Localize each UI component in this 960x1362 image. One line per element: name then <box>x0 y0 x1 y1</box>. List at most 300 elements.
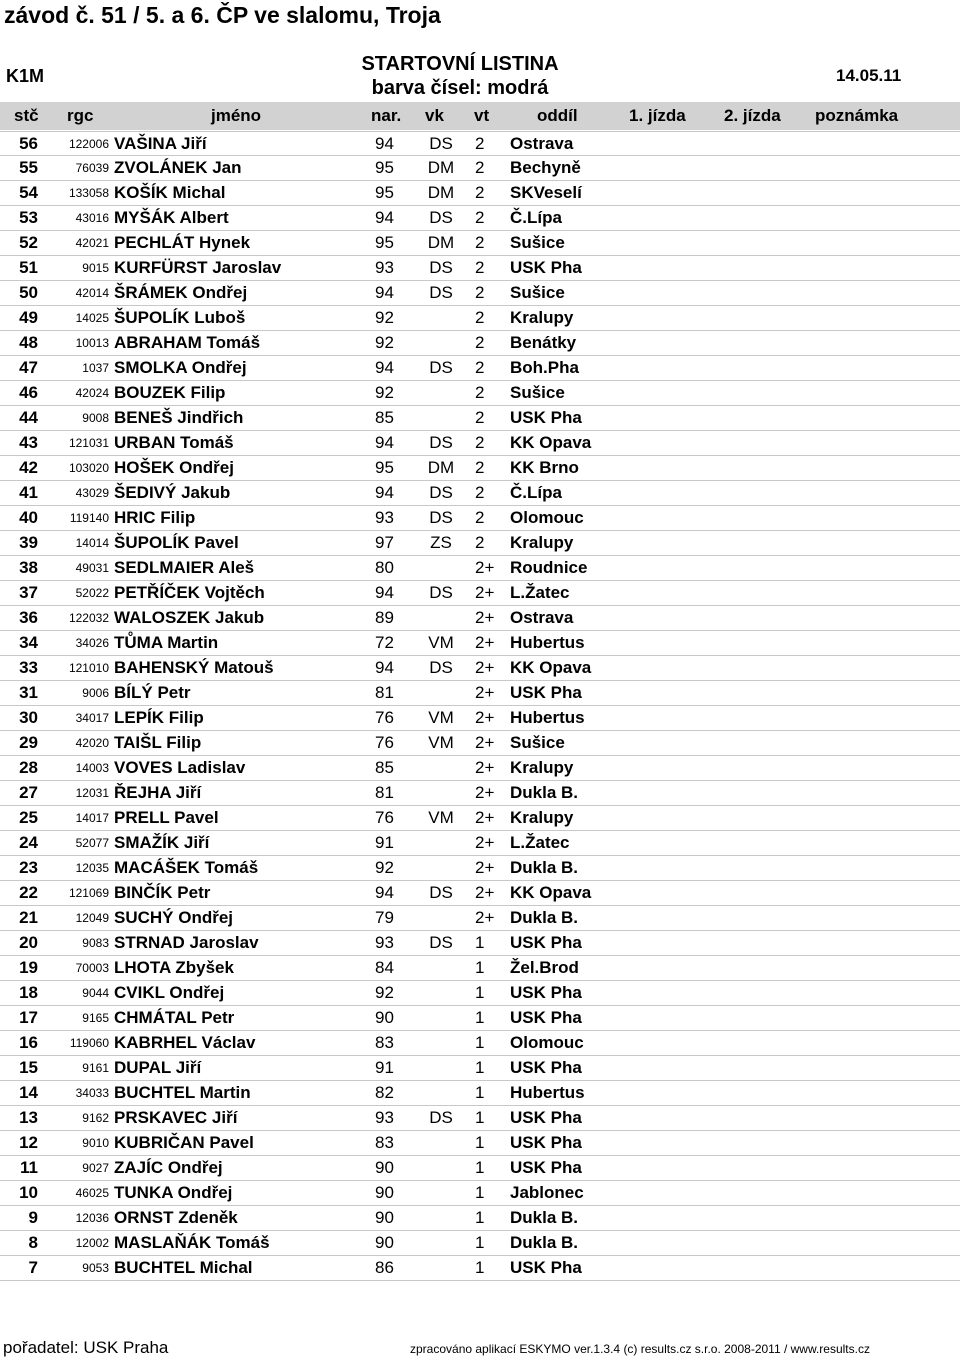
table-row <box>0 531 960 556</box>
club-name: Hubertus <box>510 633 585 652</box>
table-row <box>0 131 960 156</box>
column-header-run2: 2. jízda <box>724 106 781 125</box>
club-name: Benátky <box>510 333 577 352</box>
performance-class: 2 <box>475 258 485 277</box>
start-number: 23 <box>19 858 38 877</box>
table-row <box>0 356 960 381</box>
competitor-name: BINČÍK Petr <box>114 883 211 902</box>
performance-class: 1 <box>475 1083 485 1102</box>
competitor-name: TUNKA Ondřej <box>114 1183 233 1202</box>
competitor-name: ŘEJHA Jiří <box>114 783 202 802</box>
start-number: 41 <box>19 483 38 502</box>
sheet-subtitle: barva čísel: modrá <box>371 77 549 99</box>
table-row <box>0 181 960 206</box>
performance-class: 2+ <box>475 883 495 902</box>
start-number: 50 <box>19 283 38 302</box>
club-name: Bechyně <box>510 158 581 177</box>
start-number: 20 <box>19 933 38 952</box>
footer-organizer: pořadatel: USK Praha <box>3 1338 169 1357</box>
table-row <box>0 1031 960 1056</box>
club-name: SKVeselí <box>510 183 582 202</box>
performance-class: 2 <box>475 533 485 552</box>
table-row <box>0 956 960 981</box>
column-header-club: oddíl <box>537 106 578 125</box>
age-category: DS <box>429 433 453 452</box>
birth-year: 94 <box>375 134 394 153</box>
competitor-name: ŠRÁMEK Ondřej <box>114 283 248 302</box>
table-row <box>0 206 960 231</box>
start-number: 21 <box>19 908 38 927</box>
competitor-name: KURFÜRST Jaroslav <box>114 258 282 277</box>
registration-number: 42024 <box>75 386 109 400</box>
competitor-name: MASLAŇÁK Tomáš <box>114 1233 270 1252</box>
birth-year: 94 <box>375 583 394 602</box>
registration-number: 14003 <box>75 761 109 775</box>
table-row <box>0 306 960 331</box>
age-category: VM <box>428 708 454 727</box>
table-row <box>0 231 960 256</box>
club-name: Jablonec <box>510 1183 584 1202</box>
club-name: USK Pha <box>510 408 582 427</box>
competitor-name: ORNST Zdeněk <box>114 1208 238 1227</box>
competitor-name: DUPAL Jiří <box>114 1058 202 1077</box>
table-row <box>0 1106 960 1131</box>
registration-number: 9044 <box>82 986 109 1000</box>
competitor-name: ŠUPOLÍK Pavel <box>114 533 239 552</box>
table-row <box>0 406 960 431</box>
competitor-name: CHMÁTAL Petr <box>114 1008 235 1027</box>
table-row <box>0 481 960 506</box>
table-row <box>0 431 960 456</box>
competitor-name: KABRHEL Václav <box>114 1033 256 1052</box>
start-number: 11 <box>20 1158 38 1177</box>
club-name: Sušice <box>510 233 565 252</box>
birth-year: 82 <box>375 1083 394 1102</box>
competitor-name: PRELL Pavel <box>114 808 219 827</box>
table-row <box>0 281 960 306</box>
birth-year: 94 <box>375 208 394 227</box>
registration-number: 49031 <box>75 561 109 575</box>
performance-class: 1 <box>475 1158 485 1177</box>
competitor-name: MYŠÁK Albert <box>114 208 229 227</box>
table-row <box>0 806 960 831</box>
registration-number: 42014 <box>75 286 109 300</box>
club-name: Sušice <box>510 383 565 402</box>
competitor-name: ZAJÍC Ondřej <box>114 1158 223 1177</box>
table-row <box>0 381 960 406</box>
column-header-stc: stč <box>14 106 39 125</box>
start-number: 46 <box>19 383 38 402</box>
start-number: 53 <box>19 208 38 227</box>
start-list-table <box>0 131 960 1281</box>
registration-number: 121069 <box>68 886 109 900</box>
age-category: DS <box>429 134 453 153</box>
start-number: 13 <box>19 1108 38 1127</box>
sheet-title: STARTOVNÍ LISTINA <box>361 53 559 75</box>
performance-class: 2 <box>475 308 485 327</box>
registration-number: 9083 <box>82 936 109 950</box>
birth-year: 92 <box>375 983 394 1002</box>
competitor-name: BAHENSKÝ Matouš <box>114 658 274 677</box>
performance-class: 2+ <box>475 908 495 927</box>
age-category: DS <box>429 258 453 277</box>
column-header-rgc: rgc <box>67 106 94 125</box>
age-category: DS <box>429 883 453 902</box>
birth-year: 90 <box>375 1008 394 1027</box>
table-row <box>0 1231 960 1256</box>
performance-class: 1 <box>475 933 485 952</box>
birth-year: 93 <box>375 933 394 952</box>
registration-number: 9053 <box>82 1261 109 1275</box>
column-header-bar <box>0 102 960 130</box>
age-category: VM <box>428 733 454 752</box>
performance-class: 2+ <box>475 608 495 627</box>
club-name: L.Žatec <box>510 583 570 602</box>
performance-class: 2+ <box>475 658 495 677</box>
competitor-name: ŠEDIVÝ Jakub <box>114 483 231 502</box>
registration-number: 121010 <box>68 661 109 675</box>
start-number: 33 <box>19 658 38 677</box>
club-name: Dukla B. <box>510 1208 579 1227</box>
performance-class: 1 <box>475 1183 485 1202</box>
club-name: Olomouc <box>510 1033 584 1052</box>
registration-number: 9015 <box>82 261 109 275</box>
start-number: 28 <box>19 758 38 777</box>
table-row <box>0 656 960 681</box>
start-number: 40 <box>19 508 38 527</box>
club-name: Kralupy <box>510 308 574 327</box>
performance-class: 1 <box>475 1133 485 1152</box>
column-header-vk: vk <box>425 106 444 125</box>
club-name: USK Pha <box>510 683 582 702</box>
table-row <box>0 156 960 181</box>
registration-number: 9161 <box>82 1061 109 1075</box>
competitor-name: ZVOLÁNEK Jan <box>114 158 242 177</box>
performance-class: 2 <box>475 283 485 302</box>
registration-number: 9010 <box>82 1136 109 1150</box>
age-category: DS <box>429 358 453 377</box>
birth-year: 76 <box>375 708 394 727</box>
table-row <box>0 1206 960 1231</box>
competitor-name: SMAŽÍK Jiří <box>114 833 210 852</box>
age-category: DS <box>429 583 453 602</box>
registration-number: 42020 <box>75 736 109 750</box>
competitor-name: WALOSZEK Jakub <box>114 608 265 627</box>
registration-number: 52077 <box>75 836 109 850</box>
competitor-name: PRSKAVEC Jiří <box>114 1108 238 1127</box>
table-row <box>0 681 960 706</box>
start-number: 30 <box>19 708 38 727</box>
competitor-name: TŮMA Martin <box>114 633 219 652</box>
registration-number: 9165 <box>82 1011 109 1025</box>
registration-number: 52022 <box>75 586 109 600</box>
birth-year: 93 <box>375 508 394 527</box>
table-row <box>0 706 960 731</box>
club-name: Sušice <box>510 733 565 752</box>
birth-year: 81 <box>375 683 394 702</box>
birth-year: 84 <box>375 958 394 977</box>
start-number: 39 <box>19 533 38 552</box>
age-category: DS <box>429 1108 453 1127</box>
performance-class: 2+ <box>475 733 495 752</box>
date-label: 14.05.11 <box>836 66 902 85</box>
registration-number: 14014 <box>75 536 109 550</box>
club-name: Č.Lípa <box>510 483 562 502</box>
performance-class: 2 <box>475 483 485 502</box>
category-label: K1M <box>6 66 45 86</box>
registration-number: 12049 <box>75 911 109 925</box>
registration-number: 119060 <box>69 1036 109 1050</box>
table-row <box>0 1156 960 1181</box>
performance-class: 2+ <box>475 783 495 802</box>
age-category: DS <box>429 933 453 952</box>
birth-year: 95 <box>375 233 394 252</box>
club-name: Sušice <box>510 283 565 302</box>
competitor-name: BUCHTEL Martin <box>114 1083 251 1102</box>
competitor-name: BUCHTEL Michal <box>114 1258 253 1277</box>
performance-class: 2+ <box>475 708 495 727</box>
club-name: USK Pha <box>510 1133 582 1152</box>
birth-year: 95 <box>375 158 394 177</box>
performance-class: 2+ <box>475 833 495 852</box>
competitor-name: BENEŠ Jindřich <box>114 408 244 427</box>
start-number: 10 <box>19 1183 38 1202</box>
start-number: 31 <box>19 683 38 702</box>
birth-year: 85 <box>375 758 394 777</box>
table-row <box>0 881 960 906</box>
competitor-name: LHOTA Zbyšek <box>114 958 234 977</box>
performance-class: 2 <box>475 408 485 427</box>
start-number: 14 <box>19 1083 38 1102</box>
performance-class: 2 <box>475 208 485 227</box>
birth-year: 94 <box>375 483 394 502</box>
birth-year: 92 <box>375 308 394 327</box>
registration-number: 9027 <box>82 1161 109 1175</box>
registration-number: 122032 <box>68 611 109 625</box>
birth-year: 85 <box>375 408 394 427</box>
club-name: USK Pha <box>510 1058 582 1077</box>
start-number: 19 <box>19 958 38 977</box>
registration-number: 14025 <box>75 311 109 325</box>
club-name: USK Pha <box>510 1158 582 1177</box>
competitor-name: URBAN Tomáš <box>114 433 234 452</box>
club-name: Dukla B. <box>510 1233 579 1252</box>
club-name: Č.Lípa <box>510 208 562 227</box>
birth-year: 83 <box>375 1133 394 1152</box>
table-row <box>0 456 960 481</box>
start-number: 7 <box>28 1258 38 1277</box>
competitor-name: SMOLKA Ondřej <box>114 358 247 377</box>
performance-class: 2 <box>475 183 485 202</box>
performance-class: 2 <box>475 134 485 153</box>
table-row <box>0 1256 960 1281</box>
birth-year: 76 <box>375 808 394 827</box>
competitor-name: CVIKL Ondřej <box>114 983 225 1002</box>
club-name: Roudnice <box>510 558 588 577</box>
start-number: 27 <box>19 783 38 802</box>
birth-year: 94 <box>375 358 394 377</box>
start-number: 29 <box>19 733 38 752</box>
club-name: Hubertus <box>510 708 585 727</box>
registration-number: 119140 <box>69 511 109 525</box>
birth-year: 92 <box>375 333 394 352</box>
table-row <box>0 581 960 606</box>
registration-number: 10013 <box>75 336 109 350</box>
table-row <box>0 1006 960 1031</box>
performance-class: 2+ <box>475 583 495 602</box>
performance-class: 1 <box>475 1108 485 1127</box>
start-number: 43 <box>19 433 38 452</box>
table-row <box>0 606 960 631</box>
performance-class: 1 <box>475 958 485 977</box>
table-row <box>0 556 960 581</box>
club-name: Kralupy <box>510 758 574 777</box>
competitor-name: PECHLÁT Hynek <box>114 233 251 252</box>
age-category: DS <box>429 658 453 677</box>
age-category: DM <box>427 233 455 252</box>
performance-class: 1 <box>475 1233 485 1252</box>
race-title: závod č. 51 / 5. a 6. ČP ve slalomu, Troja <box>4 2 441 28</box>
registration-number: 42021 <box>75 236 109 250</box>
column-header-run1: 1. jízda <box>629 106 686 125</box>
competitor-name: PETŘÍČEK Vojtěch <box>114 583 265 602</box>
performance-class: 1 <box>475 1008 485 1027</box>
competitor-name: HRIC Filip <box>114 508 196 527</box>
registration-number: 34026 <box>75 636 109 650</box>
start-number: 49 <box>19 308 38 327</box>
registration-number: 9006 <box>82 686 109 700</box>
birth-year: 76 <box>375 733 394 752</box>
competitor-name: LEPÍK Filip <box>114 708 204 727</box>
start-number: 34 <box>19 633 38 652</box>
table-row <box>0 1181 960 1206</box>
club-name: KK Brno <box>510 458 579 477</box>
competitor-name: SEDLMAIER Aleš <box>114 558 255 577</box>
club-name: USK Pha <box>510 983 582 1002</box>
start-number: 12 <box>19 1133 38 1152</box>
start-number: 36 <box>19 608 38 627</box>
table-row <box>0 506 960 531</box>
birth-year: 90 <box>375 1233 394 1252</box>
birth-year: 90 <box>375 1208 394 1227</box>
competitor-name: TAIŠL Filip <box>114 733 202 752</box>
age-category: DS <box>429 508 453 527</box>
performance-class: 2 <box>475 458 485 477</box>
birth-year: 91 <box>375 833 394 852</box>
birth-year: 81 <box>375 783 394 802</box>
competitor-name: KUBRIČAN Pavel <box>114 1133 254 1152</box>
start-number: 15 <box>19 1058 38 1077</box>
birth-year: 95 <box>375 458 394 477</box>
start-number: 16 <box>19 1033 38 1052</box>
birth-year: 95 <box>375 183 394 202</box>
performance-class: 1 <box>475 983 485 1002</box>
club-name: Hubertus <box>510 1083 585 1102</box>
start-number: 17 <box>19 1008 38 1027</box>
age-category: DS <box>429 208 453 227</box>
registration-number: 12035 <box>75 861 109 875</box>
registration-number: 121031 <box>68 436 109 450</box>
club-name: Žel.Brod <box>510 958 579 977</box>
performance-class: 1 <box>475 1058 485 1077</box>
column-header-nar: nar. <box>371 106 402 125</box>
club-name: Dukla B. <box>510 908 579 927</box>
club-name: Dukla B. <box>510 858 579 877</box>
column-header-vt: vt <box>474 106 490 125</box>
club-name: Kralupy <box>510 808 574 827</box>
registration-number: 9008 <box>82 411 109 425</box>
registration-number: 43029 <box>75 486 109 500</box>
table-row <box>0 1056 960 1081</box>
start-number: 37 <box>19 583 38 602</box>
start-number: 55 <box>19 158 38 177</box>
registration-number: 34017 <box>75 711 109 725</box>
registration-number: 76039 <box>75 161 109 175</box>
registration-number: 34033 <box>75 1086 109 1100</box>
table-row <box>0 331 960 356</box>
club-name: KK Opava <box>510 658 592 677</box>
birth-year: 92 <box>375 858 394 877</box>
registration-number: 122006 <box>68 137 109 151</box>
table-row <box>0 256 960 281</box>
performance-class: 2+ <box>475 808 495 827</box>
club-name: USK Pha <box>510 1258 582 1277</box>
birth-year: 92 <box>375 383 394 402</box>
birth-year: 94 <box>375 283 394 302</box>
club-name: KK Opava <box>510 883 592 902</box>
club-name: Ostrava <box>510 608 574 627</box>
table-row <box>0 731 960 756</box>
performance-class: 2+ <box>475 558 495 577</box>
club-name: USK Pha <box>510 258 582 277</box>
start-number: 9 <box>28 1208 38 1227</box>
birth-year: 93 <box>375 1108 394 1127</box>
table-row <box>0 781 960 806</box>
registration-number: 1037 <box>82 361 109 375</box>
performance-class: 1 <box>475 1033 485 1052</box>
birth-year: 97 <box>375 533 394 552</box>
performance-class: 2+ <box>475 758 495 777</box>
age-category: DS <box>429 483 453 502</box>
table-row <box>0 906 960 931</box>
table-row <box>0 981 960 1006</box>
start-number: 25 <box>19 808 38 827</box>
registration-number: 46025 <box>75 1186 109 1200</box>
registration-number: 70003 <box>75 961 109 975</box>
competitor-name: VAŠINA Jiří <box>114 134 207 153</box>
birth-year: 83 <box>375 1033 394 1052</box>
age-category: DS <box>429 283 453 302</box>
footer-credit: zpracováno aplikací ESKYMO ver.1.3.4 (c) results.cz s.r.o. 2008-2011 / www.results.cz <box>410 1342 870 1356</box>
start-number: 8 <box>28 1233 38 1252</box>
club-name: KK Opava <box>510 433 592 452</box>
club-name: Dukla B. <box>510 783 579 802</box>
performance-class: 2 <box>475 333 485 352</box>
age-category: DM <box>427 183 455 202</box>
performance-class: 2+ <box>475 633 495 652</box>
table-row <box>0 831 960 856</box>
start-number: 42 <box>19 458 38 477</box>
table-row <box>0 756 960 781</box>
age-category: DM <box>427 158 455 177</box>
registration-number: 133058 <box>68 186 109 200</box>
start-number: 56 <box>19 134 38 153</box>
club-name: Olomouc <box>510 508 584 527</box>
performance-class: 2 <box>475 233 485 252</box>
competitor-name: HOŠEK Ondřej <box>114 458 234 477</box>
performance-class: 2 <box>475 508 485 527</box>
club-name: Boh.Pha <box>510 358 579 377</box>
